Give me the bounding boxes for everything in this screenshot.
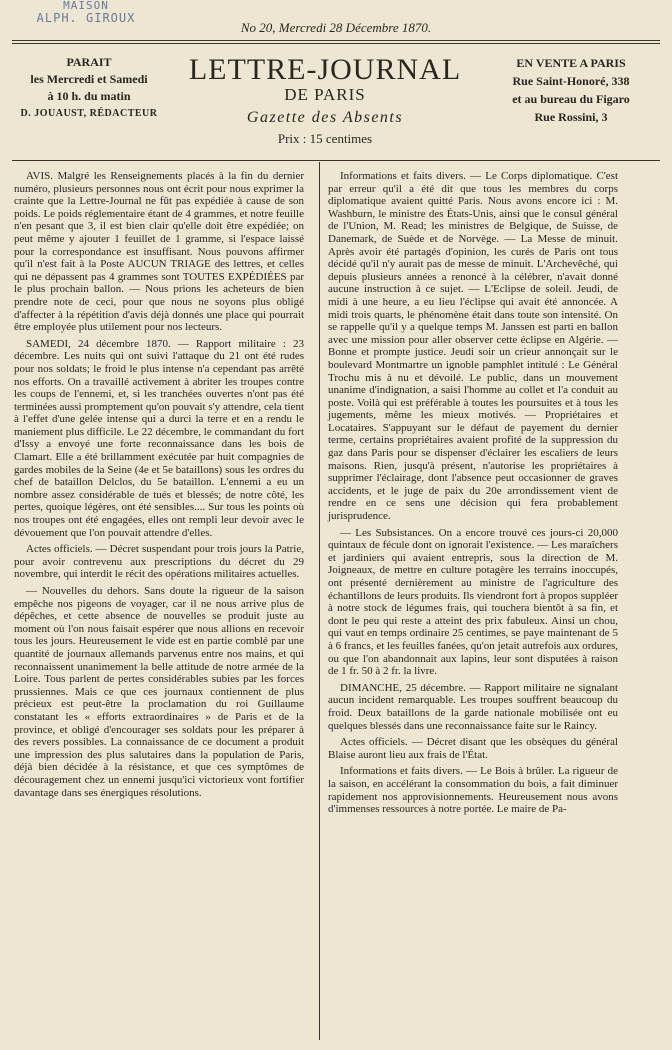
sale-label: EN VENTE A PARIS xyxy=(516,56,626,70)
sale-office: et au bureau du Figaro xyxy=(512,92,630,106)
publication-days: les Mercredi et Samedi xyxy=(30,72,148,86)
publication-days-label: PARAIT xyxy=(66,55,112,69)
masthead-bottom-rule xyxy=(12,160,660,161)
article-paragraph: Informations et faits divers. — Le Corps diplomatique. C'est par erreur qu'il a été dit que tous les membres du corps diplomatique avaient quitté Paris. Nous avons encore ici : M. Washburn, le ministre des États-Unis, ainsi que le consul général de l'Union, M. Read; les ministres de Belgique, de Suisse, de Danemark, de Suède et de Norvège. — La Messe de minuit. Après avoir été partagés d'opinion, les curés de Paris ont tous décidé qu'il n'y aurait pas de messe de minuit. L'Archevêché, qui depuis plusieurs années a renoncé à la célébrer, n'avait donné aucune instruction à ce sujet. — L'Eclipse de soleil. Jeudi, de midi à une heure, a eu lieu l'éclipse qui avait été annoncée. A midi trois quarts, le phénomène était dans toute son intensité. On se rappelle qu'il y a quelque temps M. Janssen est parti en ballon avec une mission pour aller observer cette éclipse en Algérie. — Bonne et prompte justice. Jeudi soir un crieur annonçait sur le boulevard Montmartre un ignoble pamphlet intitulé : Le Général Trochu mis à nu et dévoilé. Le public, dans un mouvement unanime d'indignation, a saisi l'homme au collet et l'a conduit au poste. Voilà qui est préférable à toutes les poursuites et à tous les jugements, même les mieux motivés. — Propriétaires et Locataires. S'appuyant sur le défaut de payement du dernier terme, certains propriétaires avaient profité de la suppression du gaz dans Paris pour se dispenser d'éclairer les escaliers de leurs maisons. Rien, jusqu'à présent, n'autorise les propriétaires à supprimer l'éclairage, dont l'absence peut occasionner de graves accidents, et le juge de paix du 20e arrondissement vient de rendre en ce sens une décision qui fera probablement jurisprudence. xyxy=(328,170,618,523)
editor-name: D. JOUAUST, RÉDACTEUR xyxy=(20,108,158,119)
issue-line: No 20, Mercredi 28 Décembre 1870. xyxy=(240,20,432,35)
top-rule-double xyxy=(12,43,660,44)
sale-address: Rue Saint-Honoré, 338 xyxy=(512,74,630,88)
newspaper-subtitle: DE PARIS xyxy=(284,85,366,104)
article-paragraph: Informations et faits divers. — Le Bois à brûler. La rigueur de la saison, en accélérant la consommation du bois, a fait diminuer rapidement nos approvisionnements. Heureusement nous avons d'immenses ressources à notre portée. Le maire de Pa- xyxy=(328,765,618,816)
article-paragraph: SAMEDI, 24 décembre 1870. — Rapport militaire : 23 décembre. Les nuits qui ont suivi l'attaque du 21 ont été rudes pour nos soldats; le froid le plus intense n'a cependant pas arrêté nos efforts. On a travaillé activement à abriter les troupes contre les coups de l'ennemi, et, si les tranchées ouvertes n'ont pas été terminées aussi promptement qu'on pouvait s'y attendre, cela tient à l'effet d'une gelée intense qui a durci la terre et en a rendu le maniement plus difficile. Le 22 décembre, le commandant du fort d'Issy a envoyé une forte reconnaissance dans les bois de Clamart. Elle a été brillamment exécutée par huit compagnies de gardes mobiles de la Seine (4e et 5e bataillons) sous les ordres du chef de bataillon Delclos, du 5e bataillon. L'ennemi a eu un nombre assez considérable de tués et blessés; de notre côté, les pertes, quoique légères, ont été sensibles.... Sur tous les points où nos troupes ont été engagées, elles ont rempli leur devoir avec le dévouement que l'on pouvait attendre d'elles. xyxy=(14,337,304,539)
article-paragraph: — Les Subsistances. On a encore trouvé ces jours-ci 20,000 quintaux de fécule dont on ignorait l'existence. — Les maraîchers et jardiniers qui avaient entrepris, sous la direction de M. Joigneaux, de mettre en culture potagère les terrains inoccupés, ont présenté dernièrement au ministre de l'agriculture des échantillons de leurs produits. Ils viendront fort à propos suppléer à notre stock de légumes frais, qui touchera bientôt à sa fin, et dont le peu qui reste a atteint des prix fabuleux. Ainsi un chou, qui vaut en temps ordinaire 25 centimes, se paye maintenant de 5 à 6 francs, et les feuilles fanées, qu'on jetait autrefois aux ordures, ou que l'on abandonnait aux lapins, leur sont disputées à raison de 1 fr. 50 à 2 fr. la livre. xyxy=(328,526,618,678)
article-paragraph: DIMANCHE, 25 décembre. — Rapport militaire ne signalant aucun incident remarquable. Les troupes souffrent beaucoup du froid. Deux bataillons de la garde nationale mobilisée ont eu quelques blessés dans une reconnaissance faite sur le Raincy. xyxy=(328,681,618,732)
sale-office-address: Rue Rossini, 3 xyxy=(534,110,608,124)
masthead-center-block xyxy=(180,54,470,147)
masthead-left-block xyxy=(14,54,164,122)
top-rule xyxy=(12,40,660,41)
left-column xyxy=(14,170,304,799)
newspaper-tagline: Gazette des Absents xyxy=(246,109,404,126)
stamp-line-2: ALPH. GIROUX xyxy=(36,11,136,25)
article-paragraph: — Nouvelles du dehors. Sans doute la rigueur de la saison empêche nos pigeons de voyager, car il ne nous arrive plus de dépêches, et cette absence de nouvelles se produit juste au moment où l'on nous faisait espérer que nous allions en recevoir tous les jours. Heureusement le vide est en partie comblé par une quantité de journaux allemands parvenus entre nos mains, et qui reconnaissent unanimement la belle attitude de notre armée de la Loire. Tous parlent de pertes considérables subies par les forces prussiennes. Mais ce que ces journaux contiennent de plus précieux est peut-être la proclamation du roi Guillaume constatant les « efforts extraordinaires » de Paris et de la province, et obligé d'encourager ses soldats pour les préparer à des revers possibles. La connaissance de ce document a produit une impression des plus salutaires dans la population de Paris, déjà bien décidée à la résistance, et que ces symptômes de découragement chez un ennemi jusqu'ici victorieux vont fortifier davantage dans ses énergiques résolutions. xyxy=(14,585,304,799)
article-paragraph: Actes officiels. — Décret suspendant pour trois jours la Patrie, pour avoir contrevenu aux prescriptions du décret du 29 novembre, qui interdit le récit des opérations militaires actuelles. xyxy=(14,543,304,581)
right-column xyxy=(328,170,618,816)
article-paragraph: Actes officiels. — Décret disant que les obsèques du général Blaise auront lieu aux frais de l'État. xyxy=(328,736,618,761)
column-divider xyxy=(319,162,320,1040)
newspaper-title: LETTRE-JOURNAL xyxy=(188,53,462,86)
masthead-right-block xyxy=(482,54,660,126)
price-label: Prix : 15 centimes xyxy=(277,131,373,146)
publication-time: à 10 h. du matin xyxy=(47,89,131,103)
stamp-line-1: MAISON xyxy=(63,0,109,12)
notice-paragraph: AVIS. Malgré les Renseignements placés à la fin du dernier numéro, plusieurs personnes nous ont écrit pour nous exprimer la crainte que la Lettre-Journal ne fût pas expédiée à cause de son poids. Le poids réglementaire étant de 4 grammes, et notre feuille n'en pesant que 3, il est bien clair qu'elle doit être expédiée; on peut même y ajouter 1 feuillet de 1 gramme, si l'espace laissé pour la correspondance est insuffisant. Nous pouvons affirmer qu'il n'est fait à la Poste AUCUN TRIAGE des lettres, et celles qui ne dépassent pas 4 grammes sont TOUTES EXPÉDIÉES par le plus prochain ballon. — Nous prions les acheteurs de bien prendre note de ceci, pour que nous ne soyons plus obligé d'affecter à la répétition d'avis déjà donnés une place qui pourrait être employée plus utilement pour nos lecteurs. xyxy=(14,170,304,334)
